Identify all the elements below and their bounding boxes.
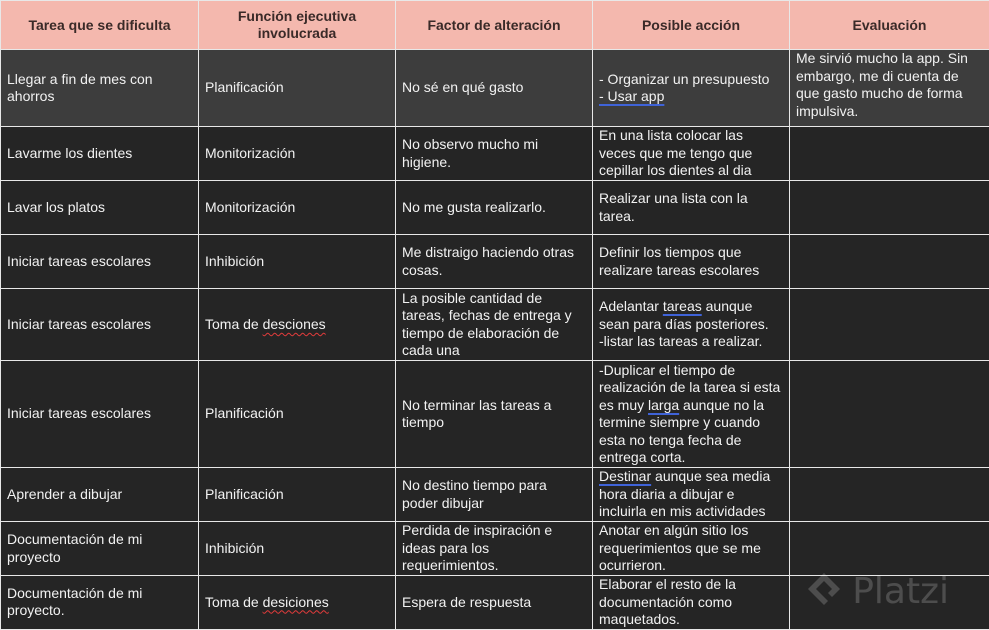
cell-evaluacion xyxy=(790,468,989,522)
cell-tarea: Iniciar tareas escolares xyxy=(1,289,199,361)
cell-funcion: Inhibición xyxy=(199,522,396,576)
cell-tarea: Iniciar tareas escolares xyxy=(1,235,199,289)
cell-evaluacion xyxy=(790,127,989,181)
column-header-factor: Factor de alteración xyxy=(396,1,593,50)
cell-accion xyxy=(593,50,790,127)
table-row xyxy=(1,127,989,181)
accion-text: -Duplicar el tiempo de realización de la tarea si esta es muy xyxy=(599,362,780,413)
table-row xyxy=(1,522,989,576)
cell-evaluacion xyxy=(790,576,989,630)
table-row xyxy=(1,235,989,289)
cell-tarea: Lavar los platos xyxy=(1,181,199,235)
spelling-error-word: desciones xyxy=(263,316,326,332)
cell-tarea: Aprender a dibujar xyxy=(1,468,199,522)
cell-factor: Perdida de inspiración e ideas para los requerimientos. xyxy=(396,522,593,576)
column-header-accion: Posible acción xyxy=(593,1,790,50)
table-row xyxy=(1,289,989,361)
table-header-row xyxy=(1,1,989,50)
cell-evaluacion xyxy=(790,181,989,235)
cell-accion: Anotar en algún sitio los requerimientos que se me ocurrieron. xyxy=(593,522,790,576)
column-header-tarea: Tarea que se dificulta xyxy=(1,1,199,50)
accion-line: -listar las tareas a realizar. xyxy=(599,333,783,351)
cell-funcion xyxy=(199,289,396,361)
cell-evaluacion xyxy=(790,361,989,468)
grammar-flag-word: Destinar xyxy=(599,468,651,484)
accion-line: - Organizar un presupuesto xyxy=(599,71,783,89)
cell-factor: No me gusta realizarlo. xyxy=(396,181,593,235)
accion-text: Adelantar xyxy=(599,298,663,314)
spelling-error-word: desiciones xyxy=(263,594,329,610)
accion-text: aunque sea media hora diaria a dibujar e incluirla en mis actividades xyxy=(599,468,770,519)
cell-accion: En una lista colocar las veces que me tengo que cepillar los dientes al dia xyxy=(593,127,790,181)
cell-accion xyxy=(593,289,790,361)
cell-evaluacion xyxy=(790,235,989,289)
cell-factor: No sé en qué gasto xyxy=(396,50,593,127)
cell-factor: Me distraigo haciendo otras cosas. xyxy=(396,235,593,289)
cell-funcion xyxy=(199,576,396,630)
table-row xyxy=(1,181,989,235)
cell-funcion: Planificación xyxy=(199,50,396,127)
cell-accion: Realizar una lista con la tarea. xyxy=(593,181,790,235)
cell-accion: Definir los tiempos que realizare tareas escolares xyxy=(593,235,790,289)
cell-funcion: Monitorización xyxy=(199,181,396,235)
cell-funcion: Inhibición xyxy=(199,235,396,289)
cell-factor: Espera de respuesta xyxy=(396,576,593,630)
cell-tarea: Iniciar tareas escolares xyxy=(1,361,199,468)
column-header-evaluacion: Evaluación xyxy=(790,1,989,50)
cell-factor: No destino tiempo para poder dibujar xyxy=(396,468,593,522)
table-row xyxy=(1,50,989,127)
accion-line: - Usar app xyxy=(599,88,783,106)
cell-tarea: Documentación de mi proyecto. xyxy=(1,576,199,630)
cell-accion xyxy=(593,361,790,468)
table-row xyxy=(1,468,989,522)
funcion-text: Toma de xyxy=(205,594,263,610)
cell-tarea: Llegar a fin de mes con ahorros xyxy=(1,50,199,127)
grammar-flag-word: larga xyxy=(648,397,679,413)
column-header-funcion: Función ejecutiva involucrada xyxy=(199,1,396,50)
funcion-text: Toma de xyxy=(205,316,263,332)
cell-factor: No terminar las tareas a tiempo xyxy=(396,361,593,468)
table-row xyxy=(1,576,989,630)
cell-evaluacion xyxy=(790,289,989,361)
cell-tarea: Lavarme los dientes xyxy=(1,127,199,181)
accion-text: aunque no la termine siempre y cuando esta no tenga fecha de entrega corta. xyxy=(599,397,764,466)
cell-funcion: Monitorización xyxy=(199,127,396,181)
cell-evaluacion: Me sirvió mucho la app. Sin embargo, me di cuenta de que gasto mucho de forma impulsiva. xyxy=(790,50,989,127)
accion-text: aunque sean para días posteriores. xyxy=(599,298,769,332)
cell-accion: Elaborar el resto de la documentación como maquetados. xyxy=(593,576,790,630)
cell-funcion: Planificación xyxy=(199,361,396,468)
cell-factor: La posible cantidad de tareas, fechas de entrega y tiempo de elaboración de cada una xyxy=(396,289,593,361)
cell-funcion: Planificación xyxy=(199,468,396,522)
cell-evaluacion xyxy=(790,522,989,576)
cell-tarea: Documentación de mi proyecto xyxy=(1,522,199,576)
cell-factor: No observo mucho mi higiene. xyxy=(396,127,593,181)
cell-accion xyxy=(593,468,790,522)
grammar-flag-word: tareas xyxy=(663,298,702,314)
table-row xyxy=(1,361,989,468)
